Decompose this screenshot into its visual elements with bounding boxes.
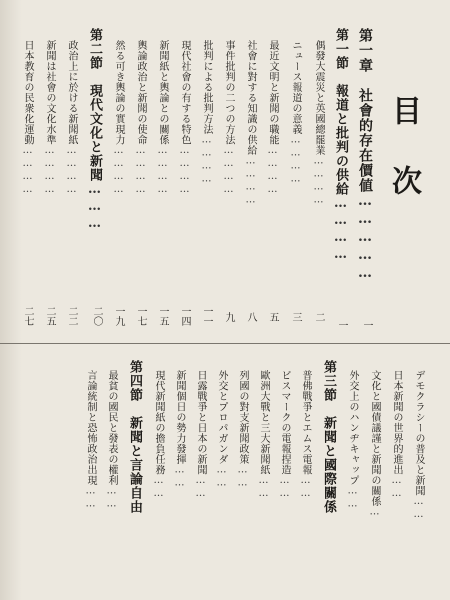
- chapter-title: 社會的存在價値: [357, 88, 373, 193]
- toc-entry-page: 一一: [201, 306, 212, 326]
- chapter-label: 第一章: [357, 28, 373, 73]
- toc-entry-page: 二七: [22, 306, 33, 326]
- toc-entry[interactable]: 最近文明と新聞の職能…………: [267, 40, 278, 197]
- toc-entry[interactable]: 日本新聞の世界的進出……: [391, 370, 402, 501]
- toc-entry[interactable]: 外交上のハンヂキャップ……: [347, 370, 358, 512]
- toc-entry[interactable]: 批判による批判方法…………: [201, 40, 212, 187]
- chapter-heading[interactable]: [358, 28, 372, 283]
- section-2-heading[interactable]: [88, 28, 101, 233]
- section-2-page: 二〇: [91, 306, 102, 326]
- toc-entry[interactable]: ニュース報道の意義…………: [290, 40, 301, 187]
- section-1-label: 第一節: [333, 28, 348, 70]
- section-3-label: 第三節: [321, 360, 336, 402]
- toc-entry[interactable]: 現代社會の有する特色…………: [179, 40, 190, 197]
- toc-entry-page: 九: [223, 312, 234, 322]
- section-2-title: 現代文化と新聞: [87, 84, 102, 182]
- section-4-heading[interactable]: [128, 360, 141, 514]
- toc-entry[interactable]: 外交とプロパガンダ……: [216, 370, 227, 491]
- toc-entry-page: 一九: [113, 306, 124, 326]
- toc-entry-page: 八: [245, 312, 256, 322]
- toc-entry-page: 五: [267, 312, 278, 322]
- toc-entry-page: 一七: [135, 306, 146, 326]
- tier-divider: [0, 343, 450, 344]
- section-1-page: 一: [336, 320, 347, 330]
- toc-entry[interactable]: 政治上に於ける新聞紙…………: [66, 40, 77, 197]
- toc-entry-page: 一四: [179, 306, 190, 326]
- toc-entry[interactable]: ビスマークの電報捏造……: [279, 370, 290, 501]
- toc-entry-page: 一五: [157, 306, 168, 326]
- toc-entry-page: 二五: [44, 306, 55, 326]
- leader-dots: …………: [333, 196, 348, 264]
- leader-dots: ……………: [357, 193, 373, 283]
- section-4-title: 新聞と言論自由: [127, 416, 142, 514]
- toc-entry-page: 三: [290, 312, 301, 322]
- section-3-title: 新聞と國際關係: [321, 416, 336, 514]
- toc-entry[interactable]: 最貧の國民と發表の權利……: [106, 370, 117, 512]
- toc-entry[interactable]: 文化と國債議謹と新聞の關係…: [369, 370, 380, 520]
- toc-entry[interactable]: 普佛戰爭とエムス電報……: [300, 370, 311, 501]
- toc-entry-page: 二二: [66, 306, 77, 326]
- toc-entry[interactable]: デモクラシーの普及と新聞……: [413, 370, 424, 522]
- toc-entry[interactable]: 社會に對する知識の供給…………: [245, 40, 256, 208]
- section-1-heading[interactable]: [334, 28, 347, 264]
- leader-dots: ………: [87, 182, 102, 233]
- toc-entry[interactable]: 然る可き輿論の實現力…………: [113, 40, 124, 197]
- section-4-label: 第四節: [127, 360, 142, 402]
- toc-entry[interactable]: 現代新聞紙の擔負任務……: [153, 370, 164, 501]
- page-edge-shadow: [0, 0, 22, 600]
- section-1-title: 報道と批判の供給: [333, 84, 348, 196]
- toc-entry[interactable]: 日本教育の民衆化運動…………: [22, 40, 33, 197]
- toc-entry[interactable]: 偶發大震災と英國總罷業…………: [313, 40, 324, 208]
- chapter-page: 一: [361, 320, 372, 330]
- toc-entry[interactable]: 日露戰爭と日本の新聞……: [195, 370, 206, 501]
- toc-title: 目次: [386, 95, 421, 235]
- toc-entry[interactable]: 新聞個日の勢力發揮……: [174, 370, 185, 491]
- toc-entry[interactable]: 輿論政治と新聞の使命…………: [135, 40, 146, 197]
- toc-entry[interactable]: 列國の對支新聞政策……: [237, 370, 248, 491]
- toc-entry[interactable]: 事件批判の二つの方法…………: [223, 40, 234, 197]
- toc-entry[interactable]: 新聞紙と輿論との關係…………: [157, 40, 168, 197]
- section-2-label: 第二節: [87, 28, 102, 70]
- toc-entry[interactable]: 歐洲大戰と三大新聞紙……: [258, 370, 269, 501]
- toc-entry[interactable]: 言論統制と恐怖政治出現……: [85, 370, 96, 512]
- toc-entry[interactable]: 新聞は社會の文化水準…………: [44, 40, 55, 197]
- toc-entry-page: 二: [313, 312, 324, 322]
- section-3-heading[interactable]: [322, 360, 335, 514]
